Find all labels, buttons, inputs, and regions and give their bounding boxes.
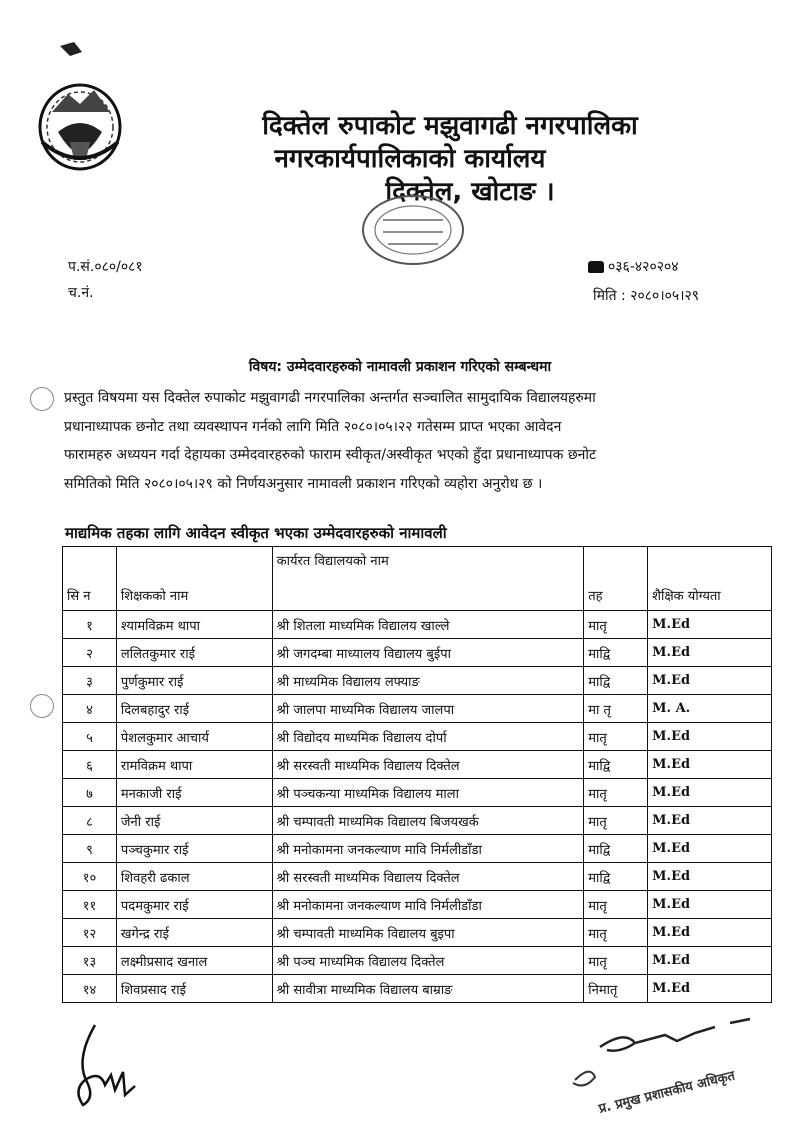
- body-line: प्रधानाध्यापक छनोट तथा व्यवस्थापन गर्नको लागि मिति २०८०।०५।२२ गतेसम्म प्राप्त भएका आवेदन: [64, 418, 562, 435]
- cell-level: माद्वि: [584, 639, 648, 667]
- cell-sn: ३: [63, 667, 117, 695]
- office-subtitle: नगरकार्यपालिकाको कार्यालय: [274, 144, 546, 174]
- cell-sn: ११: [63, 891, 117, 919]
- cell-school: श्री शितला माध्यमिक विद्यालय खाल्ले: [272, 611, 584, 639]
- cell-name: जेनी राई: [116, 807, 272, 835]
- cell-qualification: M.Ed: [648, 639, 772, 667]
- cell-sn: ५: [63, 723, 117, 751]
- cell-level: माद्वि: [584, 863, 648, 891]
- body-line: फारामहरु अध्ययन गर्दा देहायका उम्मेदवारहरुको फाराम स्वीकृत/अस्वीकृत भएको हुँदा प्रधानाध्यापक छनोट: [64, 447, 597, 463]
- office-address: दिक्तेल, खोटाङ ।: [385, 177, 555, 207]
- cell-name: पेशलकुमार आचार्य: [116, 723, 272, 751]
- table-title: माद्यमिक तहका लागि आवेदन स्वीकृत भएका उम्मेदवारहरुको नामावली: [65, 524, 447, 542]
- cell-qualification: M.Ed: [648, 863, 772, 891]
- punch-hole-top: [30, 387, 54, 411]
- cell-qualification: M.Ed: [648, 667, 772, 695]
- table-row: [63, 947, 772, 975]
- cell-name: खगेन्द्र राई: [116, 919, 272, 947]
- cell-school: श्री सरस्वती माध्यमिक विद्यालय दिक्तेल: [272, 863, 584, 891]
- punch-hole-bottom: [30, 694, 54, 718]
- cell-school: श्री चम्पावती माध्यमिक विद्यालय बिजयखर्क: [272, 807, 584, 835]
- cell-level: मातृ: [584, 947, 648, 975]
- cell-school: श्री जालपा माध्यमिक विद्यालय जालपा: [272, 695, 584, 723]
- table-row: [63, 751, 772, 779]
- cell-qualification: M.Ed: [648, 919, 772, 947]
- cell-sn: १०: [63, 863, 117, 891]
- table-row: [63, 863, 772, 891]
- cell-name: पञ्चकुमार राई: [116, 835, 272, 863]
- cell-qualification: M.Ed: [648, 947, 772, 975]
- cell-school: श्री चम्पावती माध्यमिक विद्यालय बुइपा: [272, 919, 584, 947]
- cell-qualification: M.Ed: [648, 835, 772, 863]
- cell-level: मातृ: [584, 807, 648, 835]
- cell-name: रामविक्रम थापा: [116, 751, 272, 779]
- cell-name: ललितकुमार राई: [116, 639, 272, 667]
- cell-name: शिवहरी ढकाल: [116, 863, 272, 891]
- table-row: [63, 835, 772, 863]
- table-header-row: [63, 547, 772, 611]
- cell-school: श्री पञ्च माध्यमिक विद्यालय दिक्तेल: [272, 947, 584, 975]
- table-row: [63, 667, 772, 695]
- header-sn: सि न: [63, 547, 117, 611]
- candidate-table: [62, 546, 772, 1003]
- cell-school: श्री मनोकामना जनकल्याण मावि निर्मलीडाँडा: [272, 891, 584, 919]
- table-row: [63, 807, 772, 835]
- dispatch-number: च.नं.: [68, 285, 94, 301]
- cell-level: मा तृ: [584, 695, 648, 723]
- cell-sn: ७: [63, 779, 117, 807]
- phone-number: ०३६-४२०२०४: [608, 259, 679, 275]
- table-row: [63, 779, 772, 807]
- table-row: [63, 975, 772, 1003]
- cell-sn: ४: [63, 695, 117, 723]
- header-school: कार्यरत विद्यालयको नाम: [272, 547, 584, 611]
- cell-qualification: M.Ed: [648, 723, 772, 751]
- header-level: तह: [584, 547, 648, 611]
- cell-sn: ८: [63, 807, 117, 835]
- table-row: [63, 611, 772, 639]
- table-row: [63, 723, 772, 751]
- subject-line: विषय: उम्मेदवारहरुको नामावली प्रकाशन गरिएको सम्बन्धमा: [248, 359, 552, 375]
- signature-designation: प्र. प्रमुख प्रशासकीय अधिकृत: [597, 1068, 737, 1117]
- telephone-icon: [588, 261, 604, 273]
- signature-right: [565, 1005, 775, 1120]
- cell-school: श्री मनोकामना जनकल्याण मावि निर्मलीडाँडा: [272, 835, 584, 863]
- header-qualification: शैक्षिक योग्यता: [648, 547, 772, 611]
- cell-level: मातृ: [584, 891, 648, 919]
- phone-line: [588, 257, 679, 276]
- cell-name: पुर्णकुमार राई: [116, 667, 272, 695]
- cell-level: मातृ: [584, 919, 648, 947]
- body-line: प्रस्तुत विषयमा यस दिक्तेल रुपाकोट मझुवागढी नगरपालिका अन्तर्गत सञ्चालित सामुदायिक विद्यालयहरुमा: [64, 390, 596, 406]
- cell-school: श्री सावीत्रा माध्यमिक विद्यालय बाम्राङ: [272, 975, 584, 1003]
- cell-school: श्री माध्यमिक विद्यालय लफ्याङ: [272, 667, 584, 695]
- cell-sn: १४: [63, 975, 117, 1003]
- cell-level: मातृ: [584, 611, 648, 639]
- table-row: [63, 891, 772, 919]
- cell-school: श्री विद्योदय माध्यमिक विद्यालय दोर्पा: [272, 723, 584, 751]
- cell-name: दिलबहादुर राई: [116, 695, 272, 723]
- cell-sn: २: [63, 639, 117, 667]
- cell-school: श्री सरस्वती माध्यमिक विद्यालय दिक्तेल: [272, 751, 584, 779]
- table-row: [63, 919, 772, 947]
- cell-level: निमातृ: [584, 975, 648, 1003]
- office-stamp: [358, 190, 468, 270]
- cell-name: लक्ष्मीप्रसाद खनाल: [116, 947, 272, 975]
- letter-date: मिति : २०८०।०५।२९: [593, 288, 700, 304]
- cell-level: मातृ: [584, 779, 648, 807]
- cell-qualification: M.Ed: [648, 611, 772, 639]
- cell-level: माद्वि: [584, 835, 648, 863]
- cell-qualification: M.Ed: [648, 975, 772, 1003]
- reference-number: प.सं.०८०/०८१: [68, 259, 143, 275]
- office-name: दिक्तेल रुपाकोट मझुवागढी नगरपालिका: [262, 111, 638, 141]
- cell-qualification: M.Ed: [648, 891, 772, 919]
- cell-name: शिवप्रसाद राई: [116, 975, 272, 1003]
- cell-level: मातृ: [584, 723, 648, 751]
- table-row: [63, 639, 772, 667]
- cell-sn: १३: [63, 947, 117, 975]
- signature-left: [65, 1020, 145, 1110]
- cell-school: श्री पञ्चकन्या माध्यमिक विद्यालय माला: [272, 779, 584, 807]
- cell-level: माद्वि: [584, 667, 648, 695]
- cell-name: मनकाजी राई: [116, 779, 272, 807]
- cell-qualification: M.Ed: [648, 779, 772, 807]
- cell-qualification: M. A.: [648, 695, 772, 723]
- cell-qualification: M.Ed: [648, 751, 772, 779]
- letter-body: [64, 384, 732, 498]
- body-line: समितिको मिति २०८०।०५।२९ को निर्णयअनुसार नामावली प्रकाशन गरिएको व्यहोरा अनुरोध छ ।: [64, 475, 543, 492]
- cell-sn: ६: [63, 751, 117, 779]
- cell-qualification: M.Ed: [648, 807, 772, 835]
- table-row: [63, 695, 772, 723]
- cell-school: श्री जगदम्बा माध्यालय विद्यालय बुईपा: [272, 639, 584, 667]
- cell-sn: ९: [63, 835, 117, 863]
- cell-sn: १२: [63, 919, 117, 947]
- cell-name: श्यामविक्रम थापा: [116, 611, 272, 639]
- cell-level: माद्वि: [584, 751, 648, 779]
- cell-name: पदमकुमार राई: [116, 891, 272, 919]
- cell-sn: १: [63, 611, 117, 639]
- header-name: शिक्षकको नाम: [116, 547, 272, 611]
